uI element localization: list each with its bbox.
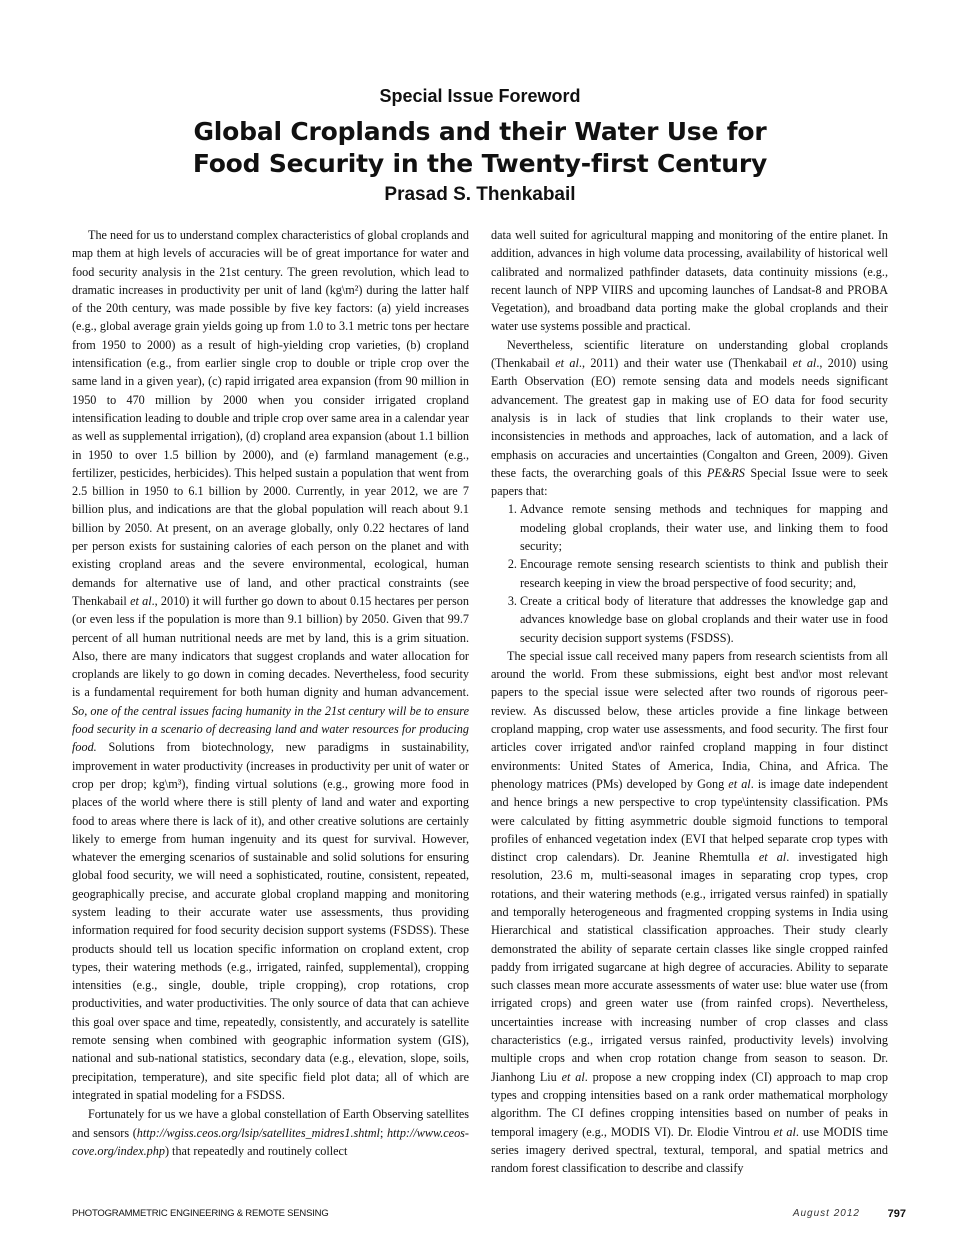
journal-abbrev: PE&RS [706, 465, 745, 480]
goals-list [491, 500, 888, 646]
list-item: 1. Advance remote sensing methods and techniques for mapping and modeling global croplands, their water use, and linking them to food security; [520, 500, 888, 555]
left-column [72, 226, 469, 1160]
list-item: 2. Encourage remote sensing research scientists to think and publish their research keeping in view the broad perspective of food security; and, [520, 555, 888, 592]
journal-name: PHOTOGRAMMETRIC ENGINEERING & REMOTE SENSING [72, 1208, 329, 1219]
title-line-2: Food Security in the Twenty-first Century [192, 149, 768, 178]
paragraph: Fortunately for us we have a global constellation of Earth Observing satellites and sensors (http://wgiss.ceos.org/lsip/satellites_midres1.shtml; http://www.ceos-cove.org/index.php) that repeatedly and routinely collect [72, 1107, 469, 1158]
satellites-link[interactable]: http://wgiss.ceos.org/lsip/satellites_midres1.shtml [136, 1125, 380, 1140]
paragraph: Nevertheless, scientific literature on understanding global croplands (Thenkabail et al., 2011) and their water use (Thenkabail et al., 2010) using Earth Observation (EO) remote sensing data and models needs significant advancement. The greatest gap in making use of EO data for food security analysis is in lack of studies that link croplands to their water use, inconsistencies in methods and approaches, lack of automation, and a lack of emphasis on accuracies and uncertainties (Congalton and Green, 2009). Given these facts, the overarching goals of this PE&RS Special Issue were to seek papers that: [491, 337, 889, 499]
page-footer [72, 1208, 906, 1224]
ceos-cove-link[interactable]: http://www.ceos-cove.org/index.php [72, 1125, 469, 1158]
list-item: 3. Create a critical body of literature that addresses the knowledge gap and advances knowledge base on global croplands and their water use in food security decision support systems (FSDSS). [520, 592, 888, 647]
issue-date: August 2012 [792, 1208, 860, 1219]
paragraph: The need for us to understand complex characteristics of global croplands and map them at high levels of accuracies will be of great importance for water and food security analysis in the 21st century. The green revolution, which lead to dramatic increases in productivity per unit of land (kg\m²) during the latter half of the 20th century, was made possible by five key factors: (a) yield increases (e.g., global average grain yields going up from 1.0 to 3.1 metric tons per hectare from 1950 to 2000) as a result of high-yielding crop varieties, (b) cropland intensification (e.g., from earlier single crop to double or triple crop over the same land in a given year), (c) rapid irrigated area expansion (from 90 million in 1950 to 470 million by 2000 when you consider irrigated cropland intensification leading to double and triple crop over same area in a calendar year as well as supplemental irrigation), (d) cropland area expansion (about 1.1 billion in 1950 to over 1.5 billion by 2000), and (e) farmland management (e.g., fertilizer, pesticides, herbicides). This helped sustain a population that went from 2.5 billion in 1950 to 6.1 billion by 2000. Currently, in year 2012, we are 7 billion plus, and indications are that the global population will reach about 9.1 billion by 2050. At present, on an average globally, only 0.22 hectares of land per person exists for sustaining calories of each person on the planet and with existing cropland areas and the severe environmental, ecological, human demands for alternative use of land, and other practical constraints (see Thenkabail et al., 2010) it will further go down to about 0.15 hectares per person (or even less if the population is more than 9.1 billion) by 2050. Given that 99.7 percent of all human nutritional needs are met by land, this is a grim situation. Also, there are many indicators that suggest croplands and water allocation for croplands are likely to go down in coming decades. Nevertheless, food security is a fundamental requirement for both human dignity and human advancement. So, one of the central issues facing humanity in the 21st century will be to ensure food security in a scenario of decreasing land and water resources for producing food. Solutions from biotechnology, new paradigms in sustainability, improvement in water productivity (increases in productivity per unit of water or crop per drop; kg\m³), finding virtual solutions (e.g., growing more food in places of the world where there is still plenty of land and water and exporting food to areas where there is lack of it), and other creative solutions are certainly likely to emerge from human ingenuity and its quest for survival. However, whatever the emerging scenarios of sustainable and solid solutions for ensuring global food security, we will need a sophisticated, routine, consistent, repeated, geographically precise, and accurate global cropland mapping and monitoring system leading to their accurate water use assessments, thus providing information required for food security decision support systems (FSDSS). These products should tell us location specific information on cropland extent, crop types, their watering methods (e.g., irrigated, rainfed, supplemental), cropping intensities (e.g., single, double, triple cropping), crop rotations, crop productivities, and water productivities. The only source of data that can achieve this goal over space and time, repeatedly, consistently, and accurately is satellite remote sensing when combined with geographic information system (GIS), national and sub-national statistics, secondary data (e.g., elevation, slope, soils, precipitation, temperature), and site specific field plot data; all of which are integrated in spatial modeling for a FSDSS. [72, 228, 469, 1102]
right-column [491, 226, 888, 1177]
emphasis-statement: So, one of the central issues facing humanity in the 21st century will be to ensure food security in a scenario of decreasing land and water resources for producing food. [72, 703, 469, 755]
article-title [0, 116, 960, 180]
paragraph: data well suited for agricultural mapping and monitoring of the entire planet. In addition, advances in high volume data processing, availability of historical well calibrated and normalized pathfinder datasets, data continuity missions (e.g., recent launch of NPP VIIRS and upcoming launches of Landsat-8 and PROBA Vegetation), and broadband data porting make the global croplands and their water use systems possible and practical. [491, 228, 888, 334]
title-line-1: Global Croplands and their Water Use for [193, 117, 767, 146]
section-label: Special Issue Foreword [379, 86, 581, 106]
paragraph: The special issue call received many papers from research scientists from all around the world. From these submissions, eight best and\or most relevant papers to the special issue were selected after two rounds of rigorous peer-review. As discussed below, these articles provide a fine linkage between cropland mapping, crop water use assessments, and food security. The first four articles cover irrigated and\or rainfed cropland mapping in four distinct environments: United States of America, India, China, and Africa. The phenology matrices (PMs) developed by Gong et al. is image date independent and hence brings a new perspective to crop type\intensity classification. PMs were calculated by fitting asymmetric double sigmoid functions to temporal profiles of enhanced vegetation index (EVI that helped separate crop types with distinct crop calendars). Dr. Jeanine Rhemtulla et al. investigated high resolution, 23.6 m, multi-seasonal images in separating crop types, crop rotations, and their watering methods (e.g., irrigated versus rainfed) in spatially and temporally heterogeneous and fragmented cropping systems in India using Hierarchical and statistical classification approaches. Their study clearly demonstrated the ability of separate certain classes like single cropped rainfed paddy from irrigated sugarcane at high degree of accuracies. Ability to separate such classes mean more accurate assessments of water use: blue water use (from irrigated crops) and green water use (from rainfed crops). Nevertheless, uncertainties increase with increasing number of crop classes and class characteristics (e.g., irrigated versus rainfed, productivity levels) involving multiple crops and when crop rotation change from season to season. Dr. Jianhong Liu et al. propose a new cropping index (CI) approach to map crop types and cropping intensities based on a rank order mathematical morphology algorithm. The CI defines cropping intensities based on number of peaks in temporal imagery (e.g., MODIS VI). Dr. Elodie Vintrou et al. use MODIS time series imagery derived spectral, textural, temporal, and spatial metrics and random forest classification to describe and classify [491, 648, 889, 1176]
page-number: 797 [887, 1208, 906, 1220]
author-name: Prasad S. Thenkabail [384, 184, 576, 205]
